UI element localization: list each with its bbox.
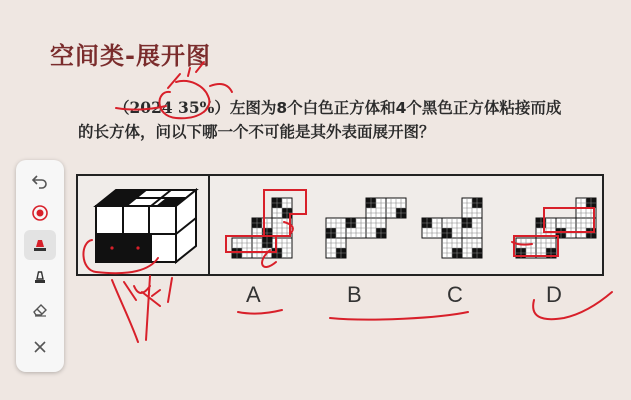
ink-hook bbox=[210, 84, 232, 92]
slide-title: 空间类-展开图 bbox=[50, 42, 211, 70]
highlighter-pen-icon bbox=[31, 236, 49, 254]
panel-divider bbox=[208, 176, 210, 274]
question-text bbox=[78, 96, 613, 144]
close-button[interactable] bbox=[24, 332, 56, 362]
eraser-icon bbox=[31, 300, 49, 318]
laser-pointer-icon bbox=[31, 204, 49, 222]
ink-underline-d bbox=[533, 292, 612, 319]
highlighter-button[interactable] bbox=[24, 230, 56, 260]
option-a-label[interactable]: A bbox=[246, 282, 261, 307]
option-a-net bbox=[224, 190, 316, 262]
cuboid-figure bbox=[92, 184, 202, 272]
ink-cuboid-scribble bbox=[112, 276, 172, 342]
option-d-label[interactable]: D bbox=[546, 282, 562, 307]
pen-button[interactable] bbox=[24, 262, 56, 292]
option-c-label[interactable]: C bbox=[447, 282, 463, 307]
option-d-net bbox=[508, 190, 600, 262]
option-b-label[interactable]: B bbox=[347, 282, 362, 307]
figure-panel bbox=[76, 174, 604, 276]
pen-icon bbox=[31, 268, 49, 286]
eraser-button[interactable] bbox=[24, 294, 56, 324]
question-line-2: 的长方体，问以下哪一个不可能是其外表面展开图？ bbox=[78, 123, 435, 141]
undo-icon bbox=[31, 172, 49, 190]
ink-underline-bc bbox=[330, 312, 468, 320]
option-b-net bbox=[318, 190, 410, 262]
annotation-toolbar bbox=[16, 160, 64, 372]
ink-underline-a bbox=[238, 310, 282, 314]
option-c-net bbox=[414, 190, 506, 262]
question-line-1: 左图为8个白色正方体和4个黑色正方体粘接而成 bbox=[229, 99, 562, 117]
laser-pointer-button[interactable] bbox=[24, 198, 56, 228]
undo-button[interactable] bbox=[24, 166, 56, 196]
close-icon bbox=[32, 339, 48, 355]
question-source: （2024 35%） bbox=[114, 98, 230, 117]
